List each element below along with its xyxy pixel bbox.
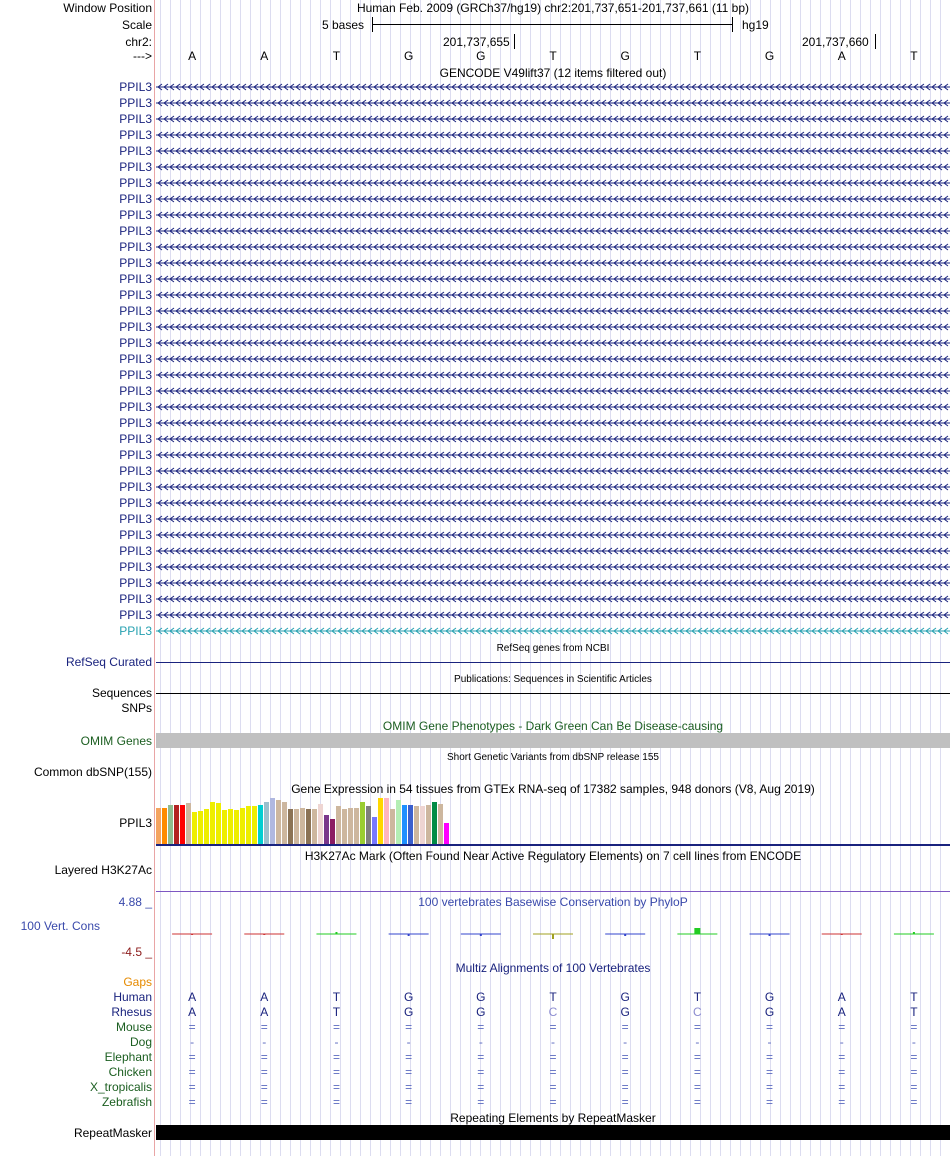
multiz-gaps-label: Gaps — [123, 975, 152, 989]
gencode-gene-label[interactable]: PPIL3 — [119, 544, 152, 558]
gencode-transcript[interactable] — [156, 226, 950, 236]
multiz-base: G — [620, 1005, 630, 1019]
gencode-transcript[interactable] — [156, 530, 950, 540]
multiz-base: - — [190, 1035, 195, 1049]
multiz-base: T — [693, 990, 702, 1004]
gencode-transcript[interactable] — [156, 98, 950, 108]
multiz-base: = — [621, 1020, 629, 1034]
gtex-tissue-bar[interactable] — [264, 802, 269, 844]
gencode-transcript[interactable] — [156, 82, 950, 92]
multiz-base: - — [478, 1035, 483, 1049]
gencode-transcript[interactable] — [156, 466, 950, 476]
coord-left: 201,737,655 — [443, 35, 510, 49]
multiz-base: T — [910, 990, 918, 1004]
gencode-gene-label[interactable]: PPIL3 — [119, 304, 152, 318]
gtex-tissue-bar[interactable] — [216, 803, 221, 844]
coord-right: 201,737,660 — [802, 35, 869, 49]
gtex-track-title[interactable]: Gene Expression in 54 tissues from GTEx RNA-seq of 17382 samples, 948 donors (V8, Aug 2019) — [291, 782, 815, 796]
multiz-base: G — [476, 1005, 486, 1019]
multiz-base: = — [693, 1050, 701, 1064]
multiz-base: = — [838, 1050, 846, 1064]
gencode-gene-label[interactable]: PPIL3 — [119, 336, 152, 350]
gencode-gene-label[interactable]: PPIL3 — [119, 208, 152, 222]
gencode-transcript[interactable] — [156, 386, 950, 396]
window-position-value: Human Feb. 2009 (GRCh37/hg19) chr2:201,737,651-201,737,661 (11 bp) — [356, 1, 750, 15]
multiz-base: = — [549, 1065, 557, 1079]
scale-bar — [372, 24, 733, 25]
gencode-transcript[interactable] — [156, 434, 950, 444]
multiz-base: = — [405, 1020, 413, 1034]
multiz-base: = — [621, 1050, 629, 1064]
publications-line[interactable] — [156, 693, 950, 694]
omim-feature-bar[interactable] — [156, 733, 950, 748]
gtex-tissue-bar[interactable] — [390, 809, 395, 844]
multiz-base: = — [405, 1080, 413, 1094]
multiz-base: A — [260, 1005, 269, 1019]
multiz-base: = — [693, 1080, 701, 1094]
multiz-base: = — [838, 1080, 846, 1094]
gencode-gene-label[interactable]: PPIL3 — [119, 624, 152, 638]
gencode-transcript[interactable] — [156, 178, 950, 188]
gtex-tissue-bar[interactable] — [252, 806, 257, 844]
gencode-gene-label[interactable]: PPIL3 — [119, 224, 152, 238]
gencode-transcript[interactable] — [156, 146, 950, 156]
gtex-tissue-bar[interactable] — [168, 805, 173, 844]
gtex-tissue-bar[interactable] — [408, 805, 413, 844]
multiz-base: A — [260, 990, 269, 1004]
phylop-plot[interactable] — [156, 910, 950, 960]
gencode-transcript[interactable] — [156, 514, 950, 524]
gtex-tissue-bar[interactable] — [228, 809, 233, 844]
sequence-base: G — [403, 49, 414, 63]
gencode-transcript[interactable] — [156, 626, 950, 636]
gencode-transcript[interactable] — [156, 194, 950, 204]
chr-label: chr2: — [125, 35, 152, 49]
window-position-label: Window Position — [63, 1, 152, 15]
omim-track-title[interactable]: OMIM Gene Phenotypes - Dark Green Can Be Disease-causing — [382, 719, 724, 733]
gencode-gene-label[interactable]: PPIL3 — [119, 400, 152, 414]
multiz-base: = — [332, 1050, 340, 1064]
refseq-gene-line[interactable] — [156, 662, 950, 663]
gtex-tissue-bar[interactable] — [324, 815, 329, 844]
gtex-tissue-bar[interactable] — [156, 808, 161, 844]
multiz-base: = — [188, 1080, 196, 1094]
gtex-tissue-bar[interactable] — [306, 809, 311, 844]
multiz-base: = — [766, 1095, 774, 1109]
gencode-transcript[interactable] — [156, 578, 950, 588]
multiz-base: = — [405, 1095, 413, 1109]
multiz-base: - — [551, 1035, 555, 1049]
gencode-gene-label[interactable]: PPIL3 — [119, 320, 152, 334]
gtex-tissue-bar[interactable] — [432, 802, 437, 844]
multiz-base: = — [188, 1095, 196, 1109]
gencode-gene-label[interactable]: PPIL3 — [119, 288, 152, 302]
gencode-transcript[interactable] — [156, 498, 950, 508]
multiz-species-label[interactable]: Rhesus — [111, 1005, 152, 1019]
repeatmasker-track-label[interactable]: RepeatMasker — [73, 1126, 152, 1140]
phylop-max-label: 4.88 _ — [118, 895, 152, 909]
h3k27ac-baseline — [156, 891, 950, 892]
multiz-base: G — [403, 1005, 414, 1019]
h3k27ac-track-label[interactable]: Layered H3K27Ac — [54, 863, 152, 877]
multiz-species-label[interactable]: X_tropicalis — [89, 1080, 152, 1094]
gencode-gene-label[interactable]: PPIL3 — [119, 272, 152, 286]
gtex-tissue-bar[interactable] — [288, 809, 293, 844]
gtex-tissue-bar[interactable] — [438, 804, 443, 844]
multiz-base: = — [405, 1050, 413, 1064]
gencode-gene-label[interactable]: PPIL3 — [119, 432, 152, 446]
gtex-track-label[interactable]: PPIL3 — [119, 816, 152, 830]
gencode-gene-label[interactable]: PPIL3 — [119, 352, 152, 366]
gtex-tissue-bar[interactable] — [396, 800, 401, 844]
multiz-base: - — [623, 1035, 628, 1049]
gencode-transcript[interactable] — [156, 114, 950, 124]
multiz-base: G — [764, 1005, 775, 1019]
multiz-base: = — [693, 1095, 701, 1109]
gencode-transcript[interactable] — [156, 418, 950, 428]
gtex-tissue-bar[interactable] — [378, 798, 383, 844]
coord-left-tick — [514, 34, 515, 49]
gencode-gene-label[interactable]: PPIL3 — [119, 96, 152, 110]
multiz-base: - — [262, 1035, 267, 1049]
multiz-base: = — [332, 1080, 340, 1094]
multiz-species-label[interactable]: Chicken — [108, 1065, 152, 1079]
gencode-transcript[interactable] — [156, 610, 950, 620]
multiz-base: = — [332, 1095, 340, 1109]
multiz-base: - — [695, 1035, 700, 1049]
refseq-track-label[interactable]: RefSeq Curated — [65, 655, 152, 669]
multiz-base: = — [477, 1080, 485, 1094]
multiz-base: = — [621, 1080, 629, 1094]
multiz-base: = — [910, 1095, 918, 1109]
gtex-tissue-bar[interactable] — [372, 817, 377, 844]
gtex-tissue-bar[interactable] — [180, 805, 185, 844]
gencode-transcript[interactable] — [156, 402, 950, 412]
multiz-base: G — [403, 990, 414, 1004]
gtex-tissue-bar[interactable] — [414, 806, 419, 844]
multiz-base: = — [693, 1020, 701, 1034]
gtex-tissue-bar[interactable] — [282, 802, 287, 844]
gencode-gene-label[interactable]: PPIL3 — [119, 416, 152, 430]
multiz-base: = — [260, 1065, 268, 1079]
gtex-tissue-bar[interactable] — [300, 808, 305, 844]
gtex-tissue-bar[interactable] — [174, 805, 179, 844]
multiz-base: = — [332, 1065, 340, 1079]
gtex-tissue-bar[interactable] — [246, 806, 251, 844]
multiz-base: = — [188, 1065, 196, 1079]
gencode-gene-label[interactable]: PPIL3 — [119, 176, 152, 190]
multiz-base: T — [332, 1005, 341, 1019]
multiz-base: = — [693, 1065, 701, 1079]
gencode-transcript[interactable] — [156, 258, 950, 268]
multiz-base: = — [260, 1050, 268, 1064]
scale-bar-right-tick — [732, 17, 733, 32]
gtex-tissue-bar[interactable] — [420, 806, 425, 844]
label-gutter-divider — [154, 0, 155, 1156]
multiz-base: A — [188, 990, 197, 1004]
multiz-base: = — [549, 1050, 557, 1064]
multiz-base: C — [693, 1005, 702, 1019]
gtex-tissue-bar[interactable] — [204, 809, 209, 844]
multiz-base: T — [910, 1005, 918, 1019]
multiz-base: = — [405, 1065, 413, 1079]
gencode-gene-label[interactable]: PPIL3 — [119, 128, 152, 142]
publications-label-snps[interactable]: SNPs — [121, 701, 152, 715]
multiz-base: = — [838, 1065, 846, 1079]
multiz-base: = — [910, 1020, 918, 1034]
sequence-base: A — [188, 49, 197, 63]
multiz-base: T — [332, 990, 341, 1004]
multiz-species-label[interactable]: Dog — [129, 1035, 152, 1049]
publications-label-sequences[interactable]: Sequences — [91, 686, 152, 700]
multiz-base: G — [620, 990, 630, 1004]
gtex-tissue-bar[interactable] — [318, 804, 323, 844]
sequence-base: G — [620, 49, 630, 63]
gencode-gene-label[interactable]: PPIL3 — [119, 256, 152, 270]
gtex-tissue-bar[interactable] — [330, 819, 335, 844]
gencode-transcript[interactable] — [156, 274, 950, 284]
gencode-gene-label[interactable]: PPIL3 — [119, 144, 152, 158]
multiz-base: = — [910, 1050, 918, 1064]
multiz-base: = — [260, 1095, 268, 1109]
gencode-transcript[interactable] — [156, 242, 950, 252]
gtex-tissue-bar[interactable] — [258, 805, 263, 844]
dbsnp-track-title[interactable]: Short Genetic Variants from dbSNP release 155 — [447, 752, 659, 763]
gtex-tissue-bar[interactable] — [426, 805, 431, 844]
gtex-tissue-bar[interactable] — [366, 806, 371, 844]
multiz-base: - — [911, 1035, 916, 1049]
scale-assembly: hg19 — [742, 18, 769, 32]
phylop-score-bar[interactable] — [694, 928, 700, 934]
multiz-base: C — [548, 1005, 558, 1019]
h3k27ac-track-title[interactable]: H3K27Ac Mark (Often Found Near Active Regulatory Elements) on 7 cell lines from ENCODE — [304, 849, 802, 863]
multiz-base: = — [188, 1050, 196, 1064]
phylop-track-title[interactable]: 100 vertebrates Basewise Conservation by PhyloP — [418, 895, 688, 909]
gtex-baseline — [156, 844, 950, 846]
gencode-gene-label[interactable]: PPIL3 — [119, 160, 152, 174]
gtex-tissue-bar[interactable] — [360, 802, 365, 844]
gtex-tissue-bar[interactable] — [162, 808, 167, 844]
sequence-base: T — [332, 49, 341, 63]
multiz-base: = — [477, 1020, 485, 1034]
multiz-base: T — [549, 990, 557, 1004]
multiz-species-label[interactable]: Zebrafish — [101, 1095, 152, 1109]
gencode-gene-label[interactable]: PPIL3 — [119, 368, 152, 382]
multiz-base: A — [188, 1005, 197, 1019]
sequence-base: A — [260, 49, 269, 63]
coord-right-tick — [875, 34, 876, 49]
gencode-gene-label[interactable]: PPIL3 — [119, 192, 152, 206]
sequence-base: G — [764, 49, 775, 63]
gencode-gene-label[interactable]: PPIL3 — [119, 560, 152, 574]
scale-bar-left-tick — [372, 17, 373, 32]
multiz-base: = — [838, 1095, 846, 1109]
multiz-base: = — [549, 1020, 557, 1034]
gencode-gene-label[interactable]: PPIL3 — [119, 464, 152, 478]
sequence-base: G — [476, 49, 486, 63]
gencode-transcript[interactable] — [156, 594, 950, 604]
gtex-tissue-bar[interactable] — [312, 809, 317, 844]
multiz-base: G — [764, 990, 775, 1004]
sequence-base: A — [837, 49, 846, 63]
gencode-transcript[interactable] — [156, 562, 950, 572]
refseq-track-title[interactable]: RefSeq genes from NCBI — [496, 643, 610, 654]
gencode-track-title[interactable]: GENCODE V49lift37 (12 items filtered out) — [439, 66, 667, 80]
gtex-tissue-bar[interactable] — [192, 812, 197, 844]
gencode-gene-label[interactable]: PPIL3 — [119, 80, 152, 94]
sequence-base: T — [910, 49, 918, 63]
gtex-tissue-bar[interactable] — [444, 823, 449, 844]
phylop-score-bar[interactable] — [552, 934, 554, 939]
gencode-transcript[interactable] — [156, 370, 950, 380]
phylop-min-label: -4.5 _ — [121, 945, 152, 959]
gtex-tissue-bar[interactable] — [270, 798, 275, 844]
gtex-tissue-bar[interactable] — [354, 808, 359, 844]
gencode-transcript[interactable] — [156, 546, 950, 556]
multiz-base: = — [766, 1020, 774, 1034]
multiz-base: - — [406, 1035, 411, 1049]
gencode-transcript[interactable] — [156, 354, 950, 364]
gencode-transcript[interactable] — [156, 290, 950, 300]
gtex-tissue-bar[interactable] — [186, 803, 191, 844]
multiz-base: A — [837, 990, 846, 1004]
gencode-transcript[interactable] — [156, 162, 950, 172]
multiz-base: A — [837, 1005, 846, 1019]
sequence-base: T — [549, 49, 557, 63]
phylop-track-label[interactable]: 100 Vert. Cons — [20, 919, 100, 933]
sequence-base: T — [693, 49, 702, 63]
strand-label: ---> — [133, 49, 152, 63]
gencode-gene-label[interactable]: PPIL3 — [119, 240, 152, 254]
gtex-tissue-bar[interactable] — [402, 805, 407, 844]
multiz-species-label[interactable]: Mouse — [115, 1020, 152, 1034]
gencode-gene-label[interactable]: PPIL3 — [119, 448, 152, 462]
gencode-gene-label[interactable]: PPIL3 — [119, 496, 152, 510]
multiz-base: = — [332, 1020, 340, 1034]
multiz-base: = — [549, 1080, 557, 1094]
gencode-transcript[interactable] — [156, 338, 950, 348]
omim-track-label[interactable]: OMIM Genes — [80, 734, 152, 748]
gtex-tissue-bar[interactable] — [336, 806, 341, 844]
gtex-tissue-bar[interactable] — [234, 810, 239, 844]
repeatmasker-feature-bar[interactable] — [156, 1125, 950, 1140]
gencode-gene-label[interactable]: PPIL3 — [119, 528, 152, 542]
multiz-base: = — [260, 1080, 268, 1094]
gtex-tissue-bar[interactable] — [240, 808, 245, 844]
gencode-transcript[interactable] — [156, 306, 950, 316]
multiz-base: - — [767, 1035, 772, 1049]
gtex-tissue-bar[interactable] — [342, 809, 347, 844]
publications-track-title[interactable]: Publications: Sequences in Scientific Articles — [454, 674, 652, 685]
multiz-base: = — [477, 1095, 485, 1109]
multiz-base: = — [766, 1065, 774, 1079]
gtex-tissue-bar[interactable] — [198, 811, 203, 844]
multiz-base: = — [766, 1050, 774, 1064]
gtex-bar-chart[interactable] — [156, 798, 950, 844]
multiz-base: = — [621, 1065, 629, 1079]
multiz-base: - — [334, 1035, 339, 1049]
gtex-tissue-bar[interactable] — [348, 808, 353, 844]
gtex-tissue-bar[interactable] — [222, 810, 227, 844]
multiz-base: = — [188, 1020, 196, 1034]
gencode-gene-label[interactable]: PPIL3 — [119, 512, 152, 526]
gencode-gene-label[interactable]: PPIL3 — [119, 592, 152, 606]
gencode-transcript[interactable] — [156, 130, 950, 140]
scale-text: 5 bases — [322, 18, 365, 32]
gtex-tissue-bar[interactable] — [294, 809, 299, 844]
gencode-gene-label[interactable]: PPIL3 — [119, 576, 152, 590]
gencode-transcript[interactable] — [156, 322, 950, 332]
multiz-base: = — [260, 1020, 268, 1034]
repeatmasker-track-title[interactable]: Repeating Elements by RepeatMasker — [450, 1111, 656, 1125]
multiz-base: = — [838, 1020, 846, 1034]
gencode-transcript[interactable] — [156, 210, 950, 220]
multiz-species-label[interactable]: Human — [113, 990, 152, 1004]
multiz-base: - — [839, 1035, 844, 1049]
multiz-base: = — [477, 1065, 485, 1079]
gencode-transcript[interactable] — [156, 450, 950, 460]
gtex-tissue-bar[interactable] — [210, 802, 215, 844]
multiz-base: = — [910, 1065, 918, 1079]
multiz-base: = — [621, 1095, 629, 1109]
multiz-base: = — [910, 1080, 918, 1094]
gtex-tissue-bar[interactable] — [276, 800, 281, 844]
scale-label: Scale — [121, 18, 152, 32]
gtex-tissue-bar[interactable] — [384, 798, 389, 844]
gencode-gene-label[interactable]: PPIL3 — [119, 480, 152, 494]
multiz-base: = — [477, 1050, 485, 1064]
multiz-species-label[interactable]: Elephant — [104, 1050, 152, 1064]
gencode-gene-label[interactable]: PPIL3 — [119, 608, 152, 622]
multiz-base: G — [476, 990, 486, 1004]
gencode-transcript[interactable] — [156, 482, 950, 492]
gencode-gene-label[interactable]: PPIL3 — [119, 384, 152, 398]
gencode-gene-label[interactable]: PPIL3 — [119, 112, 152, 126]
multiz-track-title[interactable]: Multiz Alignments of 100 Vertebrates — [455, 961, 651, 975]
dbsnp-track-label[interactable]: Common dbSNP(155) — [33, 765, 152, 779]
multiz-base: = — [549, 1095, 557, 1109]
multiz-base: = — [766, 1080, 774, 1094]
